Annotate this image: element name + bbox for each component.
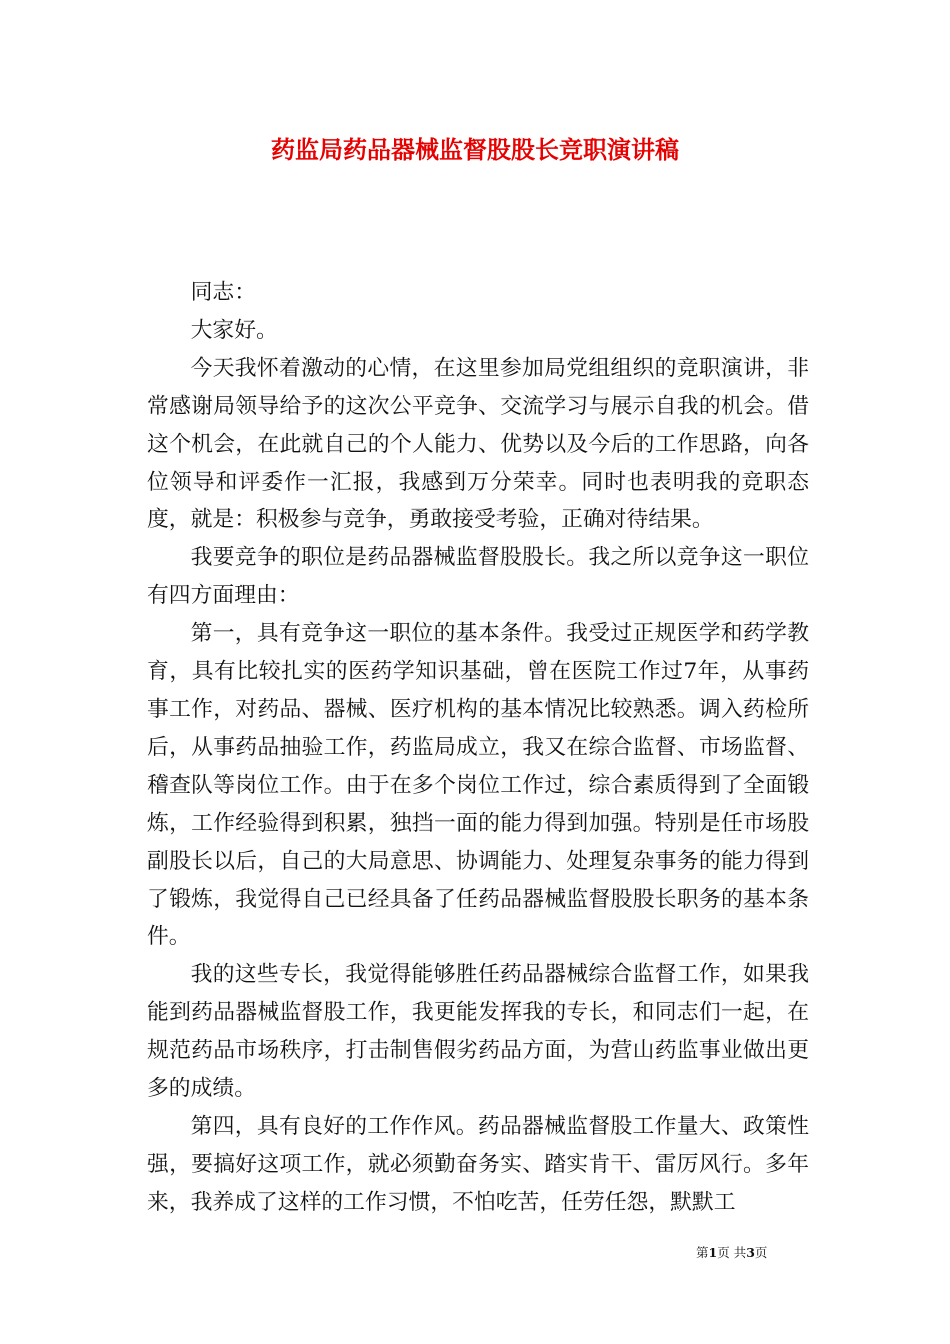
footer-suffix: 页	[754, 1245, 768, 1260]
salutation-paragraph: 同志：	[190, 280, 256, 305]
document-title: 药监局药品器械监督股股长竞职演讲稿	[271, 135, 679, 164]
body-paragraph: 第四，具有良好的工作作风。药品器械监督股工作量大、政策性强，要搞好这项工作，就必须勤奋务实、踏实肯干、雷厉风行。多年来，我养成了这样的工作习惯，不怕吃苦，任劳任怨，默默工	[147, 1113, 809, 1215]
body-paragraph: 我的这些专长，我觉得能够胜任药品器械综合监督工作，如果我能到药品器械监督股工作，我更能发挥我的专长，和同志们一起，在规范药品市场秩序，打击制售假劣药品方面，为营山药监事业做出更多的成绩。	[147, 962, 809, 1102]
body-paragraph: 今天我怀着激动的心情，在这里参加局党组组织的竞职演讲，非常感谢局领导给予的这次公平竞争、交流学习与展示自我的机会。借这个机会，在此就自己的个人能力、优势以及今后的工作思路，向各位领导和评委作一汇报，我感到万分荣幸。同时也表明我的竞职态度，就是：积极参与竞争，勇敢接受考验，正确对待结果。	[147, 355, 809, 533]
greeting-paragraph: 大家好。	[190, 317, 278, 343]
body-paragraph: 第一，具有竞争这一职位的基本条件。我受过正规医学和药学教育，具有比较扎实的医药学知识基础，曾在医院工作过7年，从事药事工作，对药品、器械、医疗机构的基本情况比较熟悉。调入药检所后，从事药品抽验工作，药监局成立，我又在综合监督、市场监督、稽查队等岗位工作。由于在多个岗位工作过，综合素质得到了全面锻炼，工作经验得到积累，独挡一面的能力得到加强。特别是任市场股副股长以后，自己的大局意思、协调能力、处理复杂事务的能力得到了锻炼，我觉得自己已经具备了任药品器械监督股股长职务的基本条件。	[147, 621, 809, 950]
footer-middle: 页 共	[717, 1245, 747, 1260]
document-body	[147, 274, 809, 1222]
page-number-footer	[696, 1244, 826, 1262]
current-page-number: 1	[708, 1245, 718, 1260]
footer-prefix: 第	[696, 1245, 709, 1260]
body-paragraph: 我要竞争的职位是药品器械监督股股长。我之所以竞争这一职位有四方面理由：	[147, 545, 809, 609]
total-pages-number: 3	[746, 1245, 755, 1260]
